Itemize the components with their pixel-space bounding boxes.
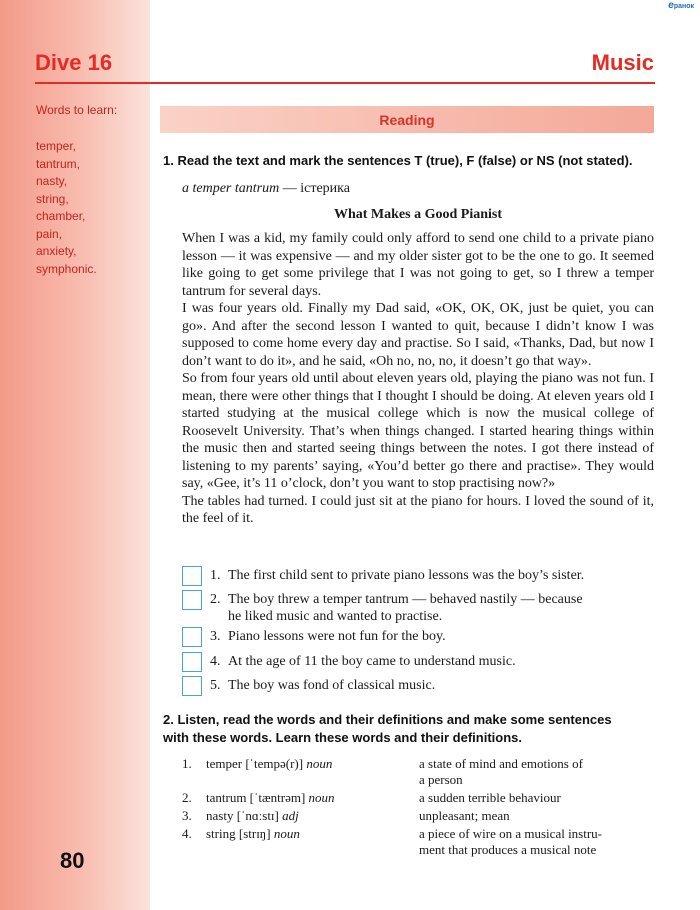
unit-title: Dive 16 <box>35 50 113 75</box>
vocab-word: temper, <box>36 139 77 153</box>
story-paragraph: When I was a kid, my family could only afford to send one child to a private piano lesson — it was expensive — and my older sister got to be the one to go. It seemed like going to get some privilege that I was not going to get, so I threw a temper tantrum for several days. <box>182 231 654 299</box>
task-2-instruction-line-1: 2. Listen, read the words and their definitions and make some sentences <box>163 712 612 727</box>
answer-checkbox[interactable] <box>182 676 202 696</box>
story-paragraph: I was four years old. Finally my Dad said, «OK, OK, OK, just be quiet, you can go». And after the second lesson I wanted to quit, because I didn’t know I was supposed to come home every day and practise. So I said, «Thanks, Dad, but now I don’t want to do it», and he said, «Oh no, no, no, it doesn’t go that way». <box>182 301 654 369</box>
story-text <box>182 230 654 528</box>
answer-checkbox[interactable] <box>182 652 202 672</box>
answer-checkbox[interactable] <box>182 590 202 610</box>
reading-label: Reading <box>379 112 435 128</box>
task-1-instruction: 1. Read the text and mark the sentences T (true), F (false) or NS (not stated). <box>163 153 633 168</box>
vocab-word: pain, <box>36 226 63 241</box>
answer-checkbox[interactable] <box>182 627 202 647</box>
story-paragraph: So from four years old until about eleven years old, playing the piano was not fun. I mean, there were other things that I thought I should be doing. At eleven years old I started studying at the musical college which is now the musical college of Roosevelt University. That’s when things changed. I started hearing things within the music then and started seeing things between the notes. I got there instead of listening to my parents’ saying, «You’d better go there and practise». They would say, «Gee, it’s 11 o’clock, don’t you want to stop practising now?» <box>182 371 654 491</box>
gloss <box>182 181 350 197</box>
section-title: Music <box>591 50 654 75</box>
answer-checkbox[interactable] <box>182 566 202 586</box>
gloss-term: a temper tantrum <box>182 181 280 196</box>
vocab-word: symphonic. <box>36 261 97 276</box>
story-title: What Makes a Good Pianist <box>333 207 502 222</box>
page-number: 80 <box>60 848 85 873</box>
publisher-logo: eранок <box>668 0 694 11</box>
header-divider <box>35 82 655 84</box>
vocab-word: nasty, <box>36 174 68 188</box>
vocab-word: anxiety, <box>36 244 77 258</box>
words-to-learn-list <box>36 138 97 278</box>
vocab-word: string, <box>36 191 69 206</box>
gloss-translation: — істерика <box>279 181 350 196</box>
task-2-instruction-line-2: with these words. Learn these words and their definitions. <box>163 730 522 745</box>
sidebar-panel <box>0 0 150 910</box>
words-to-learn-heading: Words to learn: <box>36 103 118 117</box>
story-paragraph: The tables had turned. I could just sit at the piano for hours. I loved the sound of it, the feel of it. <box>182 493 654 526</box>
vocab-word: chamber, <box>36 209 86 223</box>
vocab-word: tantrum, <box>36 156 81 171</box>
